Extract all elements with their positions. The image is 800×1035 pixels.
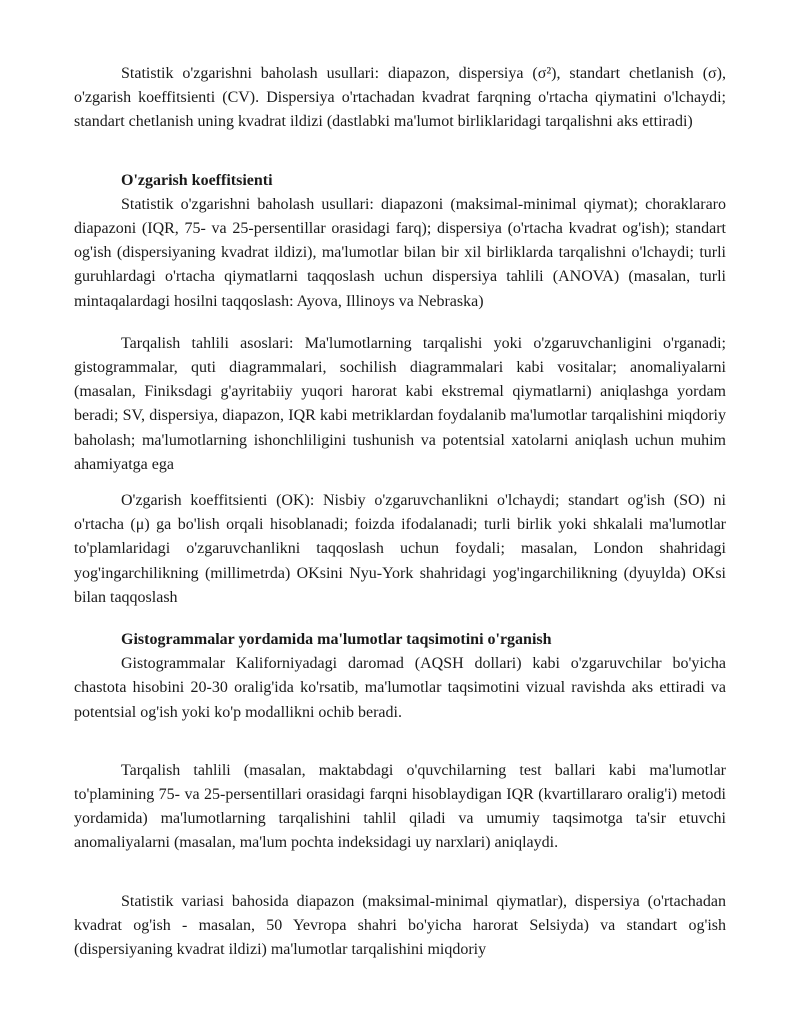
paragraph-spacer	[74, 477, 726, 489]
paragraph-spacer	[74, 135, 726, 169]
paragraph-spacer	[74, 610, 726, 628]
paragraph-dispersion-basics: Tarqalish tahlili asoslari: Ma'lumotlarning tarqalishi yoki o'zgaruvchanligini o'rganadi; gistogrammalar, quti diagrammalari, sochilish diagrammalari kabi vositalar; anomaliyalarni (masalan, Finiksdagi g'ayritabiiy yuqori harorat kabi ekstremal qiymatlarni) aniqlashga yordam beradi; SV, dispersiya, diapazon, IQR kabi metriklardan foydalanib ma'lumotlar tarqalishini miqdoriy baholash; ma'lumotlarning ishonchliligini tushunish va potentsial xatolarni aniqlash uchun muhim ahamiyatga ega	[74, 334, 726, 473]
paragraph-variation-methods: Statistik o'zgarishni baholash usullari: diapazon, dispersiya (σ²), standart chetlanish (σ), o'zgarish koeffitsienti (CV). Dispersiya o'rtachadan kvadrat farqning o'rtacha qiymatini o'lchaydi; standart chetlanish uning kvadrat ildizi (dastlabki ma'lumot birliklaridagi tarqalishni aks ettiradi)	[74, 65, 726, 131]
paragraph-cv-definition: O'zgarish koeffitsienti (OK): Nisbiy o'zgaruvchanlikni o'lchaydi; standart og'ish (SO) ni o'rtacha (μ) ga bo'lish orqali hisoblanadi; foizda ifodalanadi; turli birlik yoki shkalali ma'lumotlar to'plamlaridagi o'zgaruvchanlikni taqqoslash uchun foydali; masalan, London shahridagi yog'ingarchilikning (millimetrda) OKsini Nyu-York shahridagi yog'ingarchilikning (dyuylda) OKsi bilan taqqoslash	[74, 492, 726, 606]
paragraph-statistical-variance: Statistik variasi bahosida diapazon (maksimal-minimal qiymatlar), dispersiya (o'rtachadan kvadrat og'ish - masalan, 50 Yevropa shahri bo'yicha harorat Selsiyda) va standart og'ish (dispersiyaning kvadrat ildizi) ma'lumotlar tarqalishini miqdoriy	[74, 892, 726, 959]
heading-coefficient-of-variation: O'zgarish koeffitsienti	[121, 171, 273, 189]
paragraph-spacer	[74, 856, 726, 890]
paragraph-spacer	[74, 314, 726, 332]
paragraph-spacer	[74, 725, 726, 759]
heading-histogram-distribution: Gistogrammalar yordamida ma'lumotlar taqsimotini o'rganish	[121, 631, 552, 649]
document-page	[74, 62, 726, 962]
paragraph-variation-estimation: Statistik o'zgarishni baholash usullari: diapazoni (maksimal-minimal qiymat); choraklararo diapazoni (IQR, 75- va 25-persentillar orasidagi farq); dispersiya (o'rtacha kvadrat og'ish); standart og'ish (dispersiyaning kvadrat ildizi), ma'lumotlar bilan bir xil birliklarda tarqalishni o'lchaydi; turli guruhlardagi o'rtacha qiymatlarni taqqoslash uchun dispersiya tahlili (ANOVA) (masalan, turli mintaqalardagi hosilni taqqoslash: Ayova, Illinoys va Nebraska)	[74, 195, 726, 310]
paragraph-histograms: Gistogrammalar Kaliforniyadagi daromad (AQSH dollari) kabi o'zgaruvchilar bo'yicha chastota hisobini 20-30 oralig'ida ko'rsatib, ma'lumotlar taqsimotini vizual ravishda aks ettiradi va potentsial og'ish yoki ko'p modallikni ochib beradi.	[74, 655, 726, 721]
paragraph-iqr-analysis: Tarqalish tahlili (masalan, maktabdagi o'quvchilarning test ballari kabi ma'lumotlar to'plamining 75- va 25-persentillari orasidagi farqni hisoblaydigan IQR (kvartillararo oralig'i) metodi yordamida) ma'lumotlarning tarqalishini tahlil qiladi va umumiy taqsimotga ta'sir etuvchi anomaliyalarni (masalan, ma'lum pochta indeksidagi uy narxlari) aniqlaydi.	[74, 761, 726, 852]
